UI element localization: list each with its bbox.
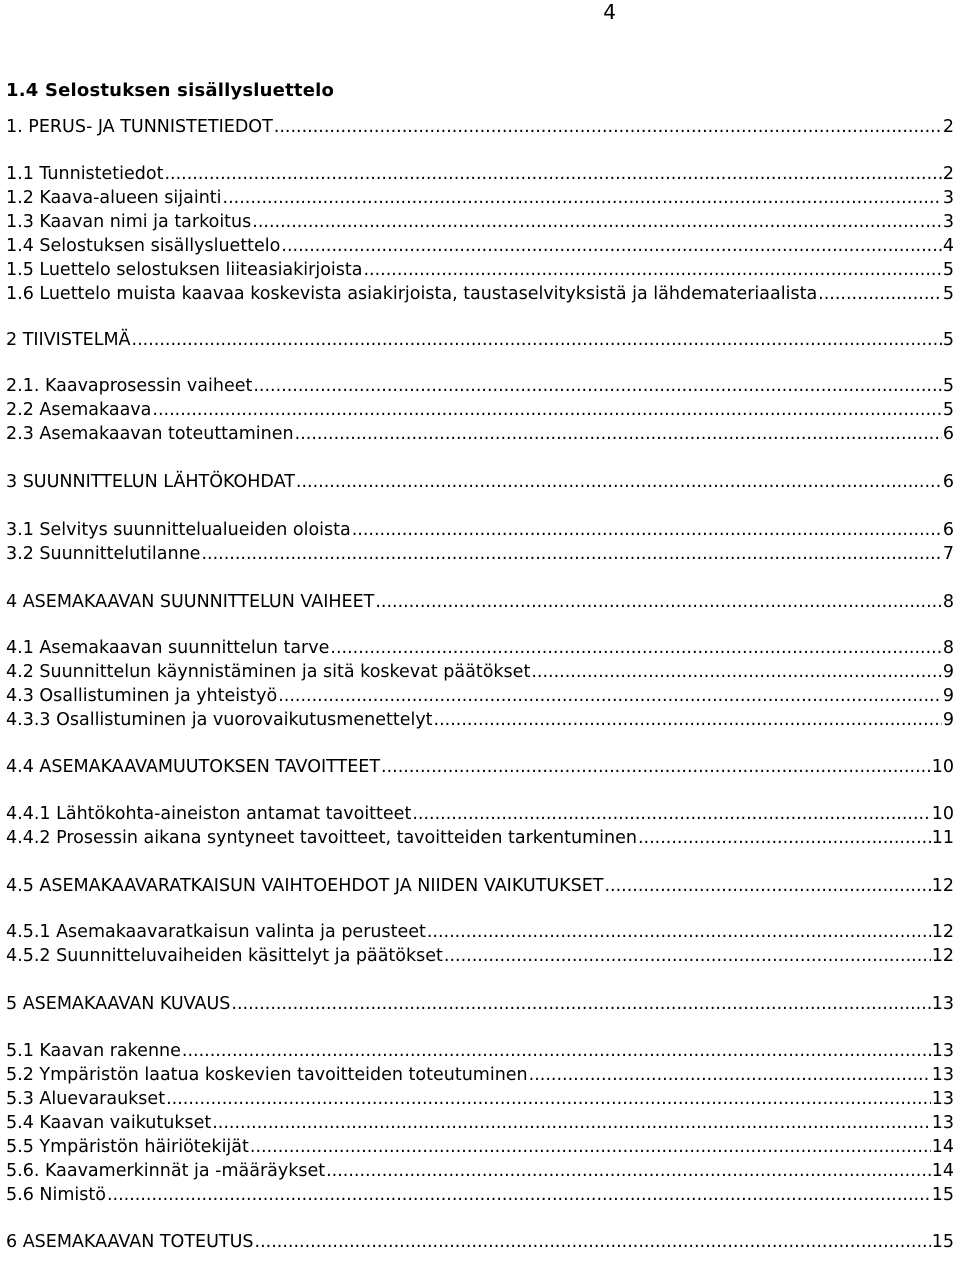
dot-leader: [253, 374, 942, 398]
toc-entry-page: 9: [942, 686, 954, 706]
toc-entry-title: 1.2 Kaava-alueen sijainti: [6, 188, 222, 208]
toc-entry-page: 13: [931, 994, 954, 1014]
toc-entry-page: 14: [931, 1161, 954, 1181]
toc-entry-page: 4: [942, 236, 954, 256]
toc-entry-title: 4.4.1 Lähtökohta-aineiston antamat tavoitteet: [6, 804, 412, 824]
dot-leader: [330, 636, 941, 660]
dot-leader: [281, 234, 941, 258]
toc-entry-page: 10: [931, 804, 954, 824]
toc-entry-title: 2 TIIVISTELMÄ: [6, 330, 131, 350]
toc-entry[interactable]: [6, 802, 954, 826]
toc-entry-title: 4.5.2 Suunnitteluvaiheiden käsittelyt ja päätökset: [6, 946, 443, 966]
toc-entry-page: 11: [931, 828, 954, 848]
toc-entry-page: 3: [942, 212, 954, 232]
toc-entry-page: 12: [931, 946, 954, 966]
dot-leader: [274, 115, 942, 139]
toc-entry-page: 14: [931, 1137, 954, 1157]
toc-entry[interactable]: [6, 1087, 954, 1111]
dot-leader: [363, 258, 941, 282]
dot-leader: [223, 186, 942, 210]
toc-entry-page: 5: [942, 260, 954, 280]
toc-entry-title: 1. PERUS- JA TUNNISTETIEDOT: [6, 117, 273, 137]
toc-entry-page: 13: [931, 1089, 954, 1109]
dot-leader: [381, 755, 931, 779]
toc-entry[interactable]: [6, 234, 954, 258]
toc-entry[interactable]: [6, 374, 954, 398]
toc-entry-title: 4.5.1 Asemakaavaratkaisun valinta ja perusteet: [6, 922, 426, 942]
toc-entry[interactable]: [6, 1111, 954, 1135]
page-number: 4: [603, 0, 616, 24]
toc-entry-title: 1.4 Selostuksen sisällysluettelo: [6, 236, 281, 256]
toc-entry[interactable]: [6, 708, 954, 732]
dot-leader: [352, 518, 942, 542]
toc-entry-title: 3 SUUNNITTELUN LÄHTÖKOHDAT: [6, 472, 295, 492]
toc-entry-title: 5.1 Kaavan rakenne: [6, 1041, 181, 1061]
toc-entry-title: 5.4 Kaavan vaikutukset: [6, 1113, 212, 1133]
toc-entry[interactable]: [6, 636, 954, 660]
toc-entry[interactable]: [6, 115, 954, 139]
toc-entry-page: 6: [942, 520, 954, 540]
toc-entry-title: 1.3 Kaavan nimi ja tarkoitus: [6, 212, 252, 232]
toc-entry[interactable]: [6, 660, 954, 684]
dot-leader: [638, 826, 931, 850]
toc-entry[interactable]: [6, 874, 954, 898]
toc-entry-page: 2: [942, 117, 954, 137]
dot-leader: [818, 282, 942, 306]
toc-entry-page: 7: [942, 544, 954, 564]
dot-leader: [434, 708, 942, 732]
toc-entry-page: 2: [942, 164, 954, 184]
toc-heading: 1.4 Selostuksen sisällysluettelo: [6, 80, 335, 101]
toc-entry-page: 12: [931, 876, 954, 896]
toc-entry[interactable]: [6, 1135, 954, 1159]
dot-leader: [152, 398, 941, 422]
dot-leader: [255, 1230, 931, 1254]
toc-entry-page: 5: [942, 376, 954, 396]
toc-entry-page: 5: [942, 400, 954, 420]
toc-entry-page: 8: [942, 638, 954, 658]
toc-entry-page: 6: [942, 472, 954, 492]
toc-entry-page: 15: [931, 1185, 954, 1205]
toc-entry[interactable]: [6, 186, 954, 210]
dot-leader: [231, 992, 930, 1016]
toc-entry[interactable]: [6, 422, 954, 446]
toc-entry[interactable]: [6, 210, 954, 234]
dot-leader: [604, 874, 930, 898]
toc-entry[interactable]: [6, 1183, 954, 1207]
dot-leader: [427, 920, 931, 944]
toc-entry[interactable]: [6, 518, 954, 542]
dot-leader: [531, 660, 942, 684]
toc-entry[interactable]: [6, 258, 954, 282]
toc-entry[interactable]: [6, 1230, 954, 1254]
toc-entry-title: 4.3.3 Osallistuminen ja vuorovaikutusmenettelyt: [6, 710, 433, 730]
dot-leader: [107, 1183, 931, 1207]
toc-entry[interactable]: [6, 944, 954, 968]
toc-entry[interactable]: [6, 398, 954, 422]
toc-entry-title: 5 ASEMAKAAVAN KUVAUS: [6, 994, 231, 1014]
toc-entry-page: 13: [931, 1065, 954, 1085]
toc-entry-page: 10: [931, 757, 954, 777]
toc-entry-page: 13: [931, 1041, 954, 1061]
toc-entry-title: 3.2 Suunnittelutilanne: [6, 544, 201, 564]
dot-leader: [252, 210, 942, 234]
dot-leader: [326, 1159, 931, 1183]
toc-entry[interactable]: [6, 755, 954, 779]
toc-entry-title: 2.2 Asemakaava: [6, 400, 152, 420]
toc-entry[interactable]: [6, 826, 954, 850]
toc-entry-page: 3: [942, 188, 954, 208]
dot-leader: [182, 1039, 931, 1063]
dot-leader: [250, 1135, 931, 1159]
toc-entry-title: 5.6 Nimistö: [6, 1185, 106, 1205]
dot-leader: [412, 802, 930, 826]
dot-leader: [444, 944, 931, 968]
toc-entry-page: 12: [931, 922, 954, 942]
toc-entry-title: 2.1. Kaavaprosessin vaiheet: [6, 376, 253, 396]
toc-entry[interactable]: [6, 470, 954, 494]
toc-entry-title: 1.6 Luettelo muista kaavaa koskevista asiakirjoista, taustaselvityksistä ja lähdemateriaalista: [6, 284, 818, 304]
dot-leader: [296, 470, 942, 494]
dot-leader: [375, 590, 942, 614]
toc-entry-title: 5.3 Aluevaraukset: [6, 1089, 166, 1109]
toc-entry[interactable]: [6, 1159, 954, 1183]
toc-entry-title: 4 ASEMAKAAVAN SUUNNITTELUN VAIHEET: [6, 592, 375, 612]
toc-entry[interactable]: [6, 1039, 954, 1063]
toc-entry-title: 1.5 Luettelo selostuksen liiteasiakirjoista: [6, 260, 363, 280]
toc-entry-title: 1.1 Tunnistetiedot: [6, 164, 164, 184]
toc-entry-page: 13: [931, 1113, 954, 1133]
toc-entry-title: 4.3 Osallistuminen ja yhteistyö: [6, 686, 278, 706]
toc-entry-page: 9: [942, 662, 954, 682]
toc-entry-title: 4.2 Suunnittelun käynnistäminen ja sitä koskevat päätökset: [6, 662, 531, 682]
toc-entry[interactable]: [6, 590, 954, 614]
toc-entry-title: 4.1 Asemakaavan suunnittelun tarve: [6, 638, 330, 658]
toc-entry[interactable]: [6, 1063, 954, 1087]
dot-leader: [529, 1063, 931, 1087]
dot-leader: [132, 328, 942, 352]
toc-entry-page: 6: [942, 424, 954, 444]
toc-entry[interactable]: [6, 920, 954, 944]
toc-entry-page: 8: [942, 592, 954, 612]
toc-entry-page: 9: [942, 710, 954, 730]
dot-leader: [212, 1111, 931, 1135]
toc-entry-title: 4.5 ASEMAKAAVARATKAISUN VAIHTOEHDOT JA NIIDEN VAIKUTUKSET: [6, 876, 604, 896]
toc-entry-title: 2.3 Asemakaavan toteuttaminen: [6, 424, 294, 444]
toc-entry-title: 3.1 Selvitys suunnittelualueiden oloista: [6, 520, 351, 540]
toc-entry[interactable]: [6, 282, 954, 306]
toc-entry-title: 6 ASEMAKAAVAN TOTEUTUS: [6, 1232, 254, 1252]
toc-entry-page: 15: [931, 1232, 954, 1252]
dot-leader: [295, 422, 942, 446]
toc-entry[interactable]: [6, 542, 954, 566]
dot-leader: [166, 1087, 931, 1111]
dot-leader: [201, 542, 941, 566]
toc-entry-title: 5.6. Kaavamerkinnät ja -määräykset: [6, 1161, 326, 1181]
table-of-contents: [6, 0, 954, 1265]
dot-leader: [278, 684, 942, 708]
toc-entry-title: 5.5 Ympäristön häiriötekijät: [6, 1137, 249, 1157]
toc-entry-page: 5: [942, 284, 954, 304]
toc-entry-page: 5: [942, 330, 954, 350]
dot-leader: [164, 162, 941, 186]
toc-entry[interactable]: [6, 162, 954, 186]
toc-entry[interactable]: [6, 328, 954, 352]
toc-entry-title: 4.4 ASEMAKAAVAMUUTOKSEN TAVOITTEET: [6, 757, 381, 777]
toc-entry-title: 5.2 Ympäristön laatua koskevien tavoitteiden toteutuminen: [6, 1065, 528, 1085]
toc-entry-title: 4.4.2 Prosessin aikana syntyneet tavoitteet, tavoitteiden tarkentuminen: [6, 828, 637, 848]
toc-entry[interactable]: [6, 992, 954, 1016]
toc-entry[interactable]: [6, 684, 954, 708]
